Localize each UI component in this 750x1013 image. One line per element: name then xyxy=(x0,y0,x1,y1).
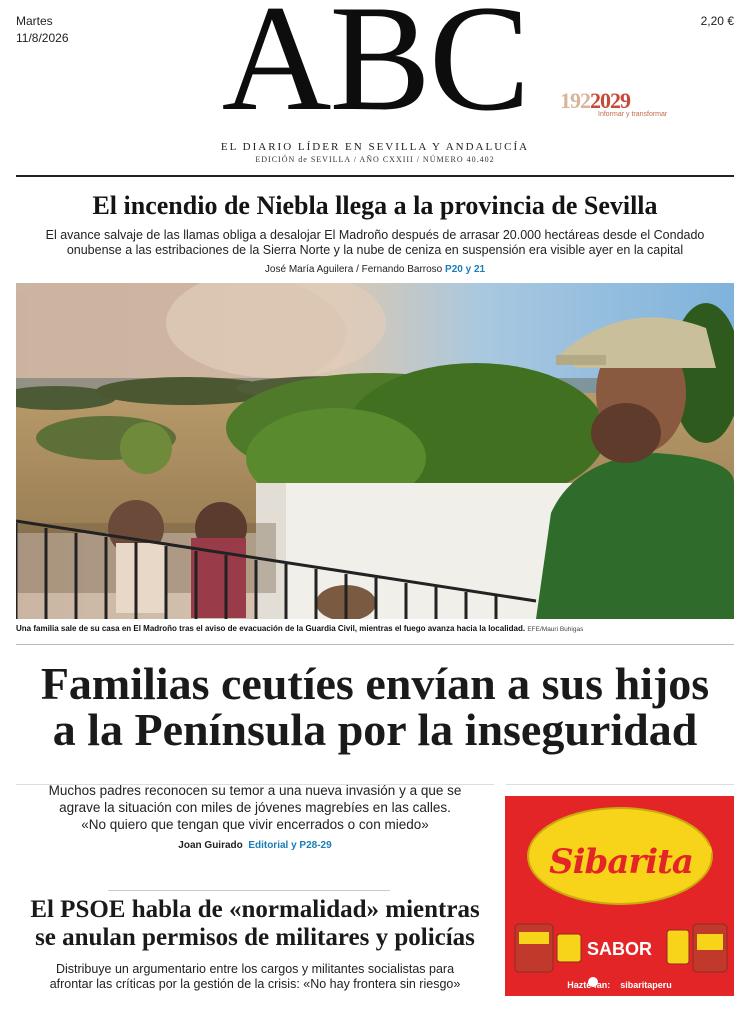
ceuta-summary-line1: Muchos padres reconocen su temor a una nueva invasión y a que se xyxy=(48,783,462,798)
photo-caption xyxy=(16,624,583,633)
masthead-divider xyxy=(16,175,734,177)
anniversary-badge xyxy=(560,88,690,118)
fire-photo[interactable] xyxy=(16,283,734,619)
psoe-headline-line2: se anulan permisos de militares y policías xyxy=(35,924,475,951)
ad-social-footer xyxy=(505,980,734,990)
psoe-summary-line2: afrontar las críticas por la gestión de la crisis: «No hay frontera sin riesgo» xyxy=(49,977,461,991)
photo-caption-text: Una familia sale de su casa en El Madroño tras el aviso de evacuación de la Guardia Civil, mientras el fuego avanza hacia la localidad. xyxy=(16,624,526,633)
ceuta-summary-line2: agrave la situación con miles de jóvenes magrebíes en las calles. xyxy=(59,800,451,815)
fire-page-reference[interactable]: P20 y 21 xyxy=(445,264,486,275)
sibarita-advertisement[interactable] xyxy=(505,796,734,996)
fire-photo-illustration xyxy=(16,283,734,619)
price: 2,20 € xyxy=(700,14,734,28)
date: 11/8/2026 xyxy=(16,31,69,45)
ad-brand-name: Sibarita xyxy=(549,842,693,882)
ceuta-summary-line3: «No quiero que tengan que vivir encerrados o con miedo» xyxy=(81,817,429,832)
ceuta-byline xyxy=(10,840,500,851)
psoe-summary-line1: Distribuye un argumentario entre los cargos y militantes socialistas para xyxy=(55,962,455,976)
ad-flavor-label: SABOR xyxy=(587,939,653,959)
ad-artwork xyxy=(505,796,734,996)
ceuta-headline-line2: a la Península por la inseguridad xyxy=(52,704,698,755)
ceuta-headline-line1: Familias ceutíes envían a sus hijos xyxy=(40,658,710,709)
ceuta-author: Joan Guirado xyxy=(178,840,243,851)
fire-authors: José María Aguilera / Fernando Barroso xyxy=(264,264,443,275)
edition-line: EDICIÓN de SEVILLA / AÑO CXXIII / NÚMERO 40.402 xyxy=(255,155,495,164)
photo-credit: EFE/Mauri Buhigas xyxy=(527,626,584,633)
ceuta-headline[interactable] xyxy=(0,658,750,755)
masthead-tagline: EL DIARIO LÍDER EN SEVILLA Y ANDALUCÍA xyxy=(220,141,530,153)
fire-byline xyxy=(0,264,750,275)
date-weekday: Martes xyxy=(16,14,53,28)
anniversary-year-start: 192 xyxy=(560,88,590,113)
psoe-headline[interactable] xyxy=(0,896,510,952)
anniversary-tagline: Informar y transformar xyxy=(598,111,668,118)
anniversary-year-end: 2029 xyxy=(590,88,630,113)
fire-headline[interactable]: El incendio de Niebla llega a la provincia de Sevilla xyxy=(92,191,658,220)
section-divider xyxy=(16,644,734,645)
column-divider-right xyxy=(506,784,734,785)
ceuta-page-reference[interactable]: Editorial y P28-29 xyxy=(248,840,332,851)
ad-fan-label: Hazte fan: xyxy=(567,980,611,990)
story-divider xyxy=(108,890,390,891)
fire-summary: El avance salvaje de las llamas obliga a desalojar El Madroño después de arrasar 20.000 hectáreas desde el Condado onubense a las estribaciones de la Sierra Norte y la nube de ceniza en suspensión era visible ayer en la capital xyxy=(45,228,705,257)
ad-social-handle: sibaritaperu xyxy=(620,980,672,990)
ceuta-summary xyxy=(10,782,500,833)
psoe-headline-line1: El PSOE habla de «normalidad» mientras xyxy=(30,896,480,923)
psoe-summary xyxy=(10,962,500,992)
newspaper-logo: ABC xyxy=(221,0,529,142)
